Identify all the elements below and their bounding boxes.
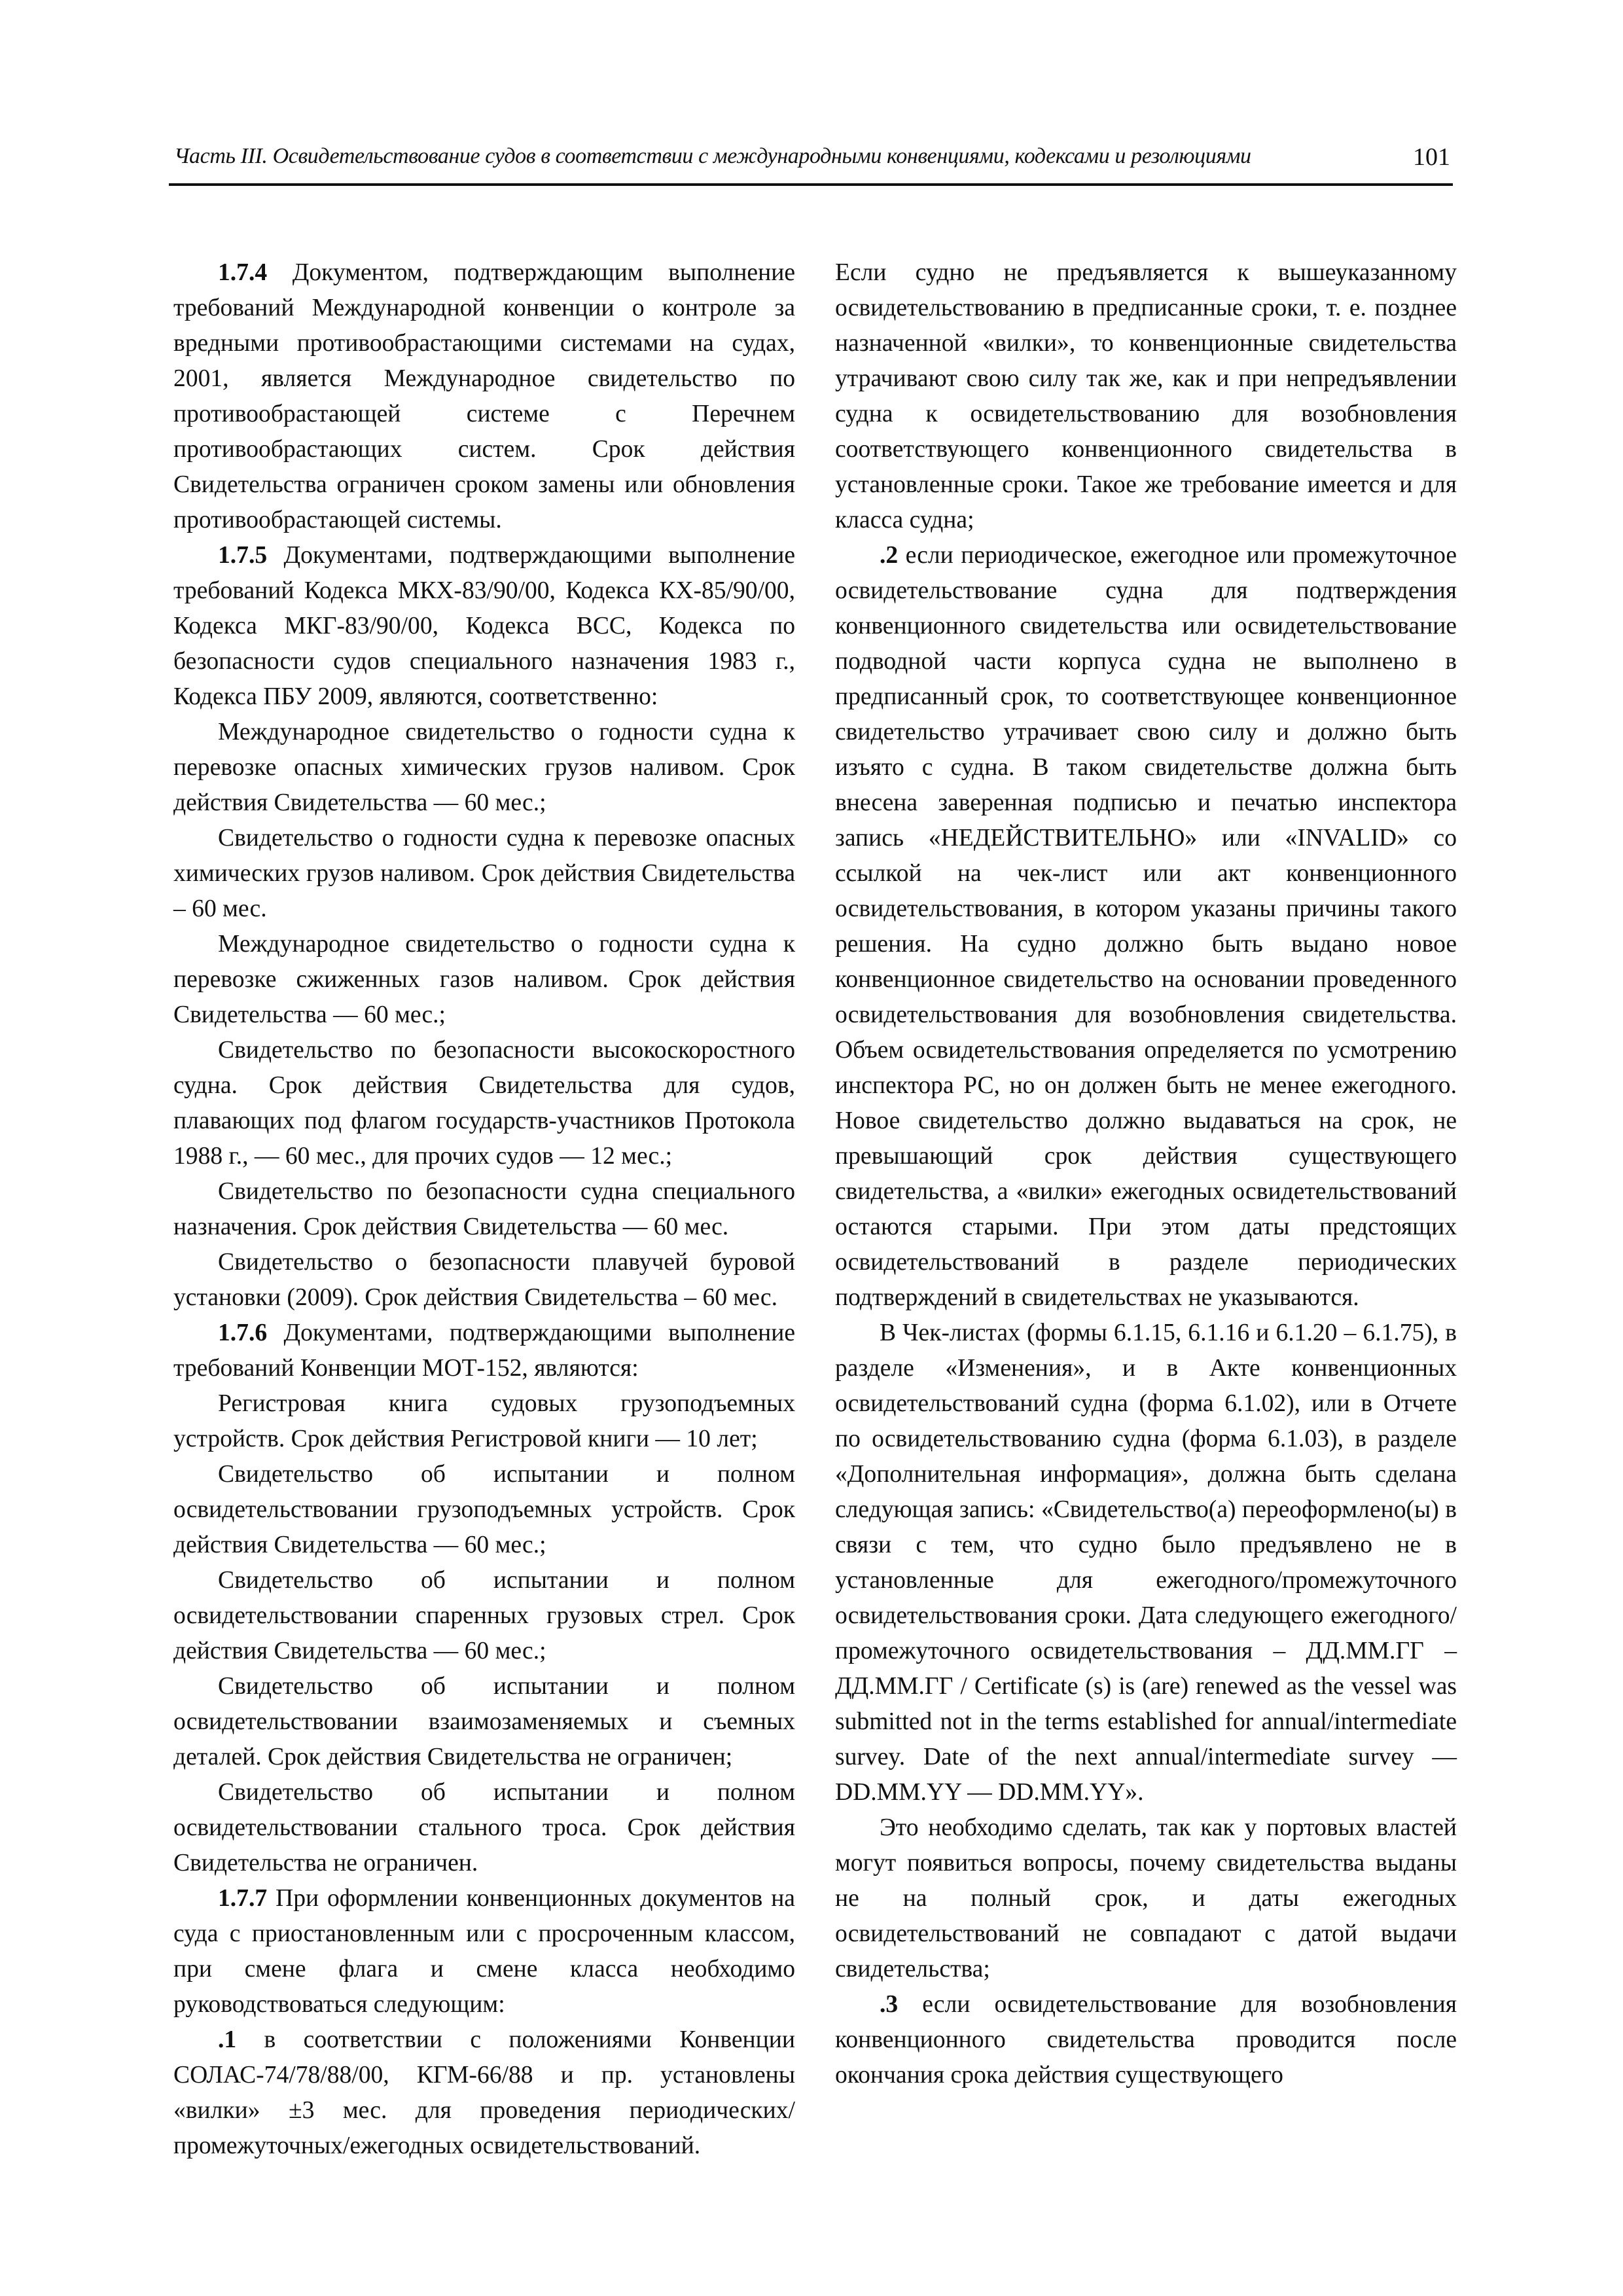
paragraph: [173, 715, 795, 821]
paragraph: [173, 1669, 795, 1775]
paragraph: [173, 821, 795, 927]
paragraph-text: если периодическое, ежегодное или промежуточное освидетельствование судна для подтверждения конвенционного свидетельства или освидетельствование подводной части корпуса судна не выполнено в предписанный срок, то соответствующее конвенционное свидетельство утрачивает свою силу и должно быть изъято с судна. В таком свидетельстве должна быть внесена заверенная подписью и печатью инспектора запись «НЕДЕЙСТВИТЕЛЬНО» или «INVALID» со ссылкой на чек-лист или акт конвенционного освидетельствования, в котором указаны причины такого решения. На судно должно быть выдано новое конвенционное свидетельство на основании проведенного освидетельствования для возобновления свидетельства. Объем освидетельствования определяется по усмотрению инспектора РС, но он должен быть не менее ежегодного. Новое свидетельство должно выдаваться на срок, не превышающий срок действия существующего свидетельства, а «вилки» ежегодных освидетельствований остаются старыми. При этом даты предстоящих освидетельствований в разделе периодических подтверждений в свидетельствах не указываются.: [835, 542, 1457, 1311]
paragraph-text: Свидетельство по безопасности судна специального назначения. Срок действия Свидетельства — 60 мес.: [173, 1178, 795, 1240]
left-column: [173, 255, 795, 2164]
paragraph: [173, 1775, 795, 1881]
paragraph-text: При оформлении конвенционных документов на суда с приостановленным или с просроченным классом, при смене флага и смене класса необходимо руководствоваться следующим:: [173, 1885, 795, 2018]
paragraph-text: Свидетельство о годности судна к перевозке опасных химических грузов наливом. Срок действия Свидетельства – 60 мес.: [173, 825, 795, 922]
paragraph-text: Свидетельство об испытании и полном освидетельствовании грузоподъемных устройств. Срок действия Свидетельства — 60 мес.;: [173, 1461, 795, 1558]
header-title: Часть III. Освидетельствование судов в соответствии с международными конвенциями, кодексами и резолюциями: [174, 144, 1251, 168]
paragraph: [173, 1457, 795, 1563]
section-number: .2: [880, 542, 899, 569]
paragraph: [173, 255, 795, 538]
paragraph-text: Если судно не предъявляется к вышеуказанному освидетельствованию в предписанные сроки, т. е. позднее назначенной «вилки», то конвенционные свидетельства утрачивают свою силу так же, как и при непредъявлении судна к освидетельствованию для возобновления соответствующего конвенционного свидетельства в установленные сроки. Такое же требование имеется и для класса судна;: [835, 259, 1457, 533]
paragraph-text: Международное свидетельство о годности судна к перевозке опасных химических грузов наливом. Срок действия Свидетельства — 60 мес.;: [173, 719, 795, 816]
paragraph: [173, 2022, 795, 2164]
paragraph: [173, 1033, 795, 1174]
paragraph: [173, 1881, 795, 2022]
paragraph-text: Документом, подтверждающим выполнение требований Международной конвенции о контроле за вредными противообрастающими системами на судах, 2001, является Международное свидетельство по противообрастающей системе с Перечнем противообрастающих систем. Срок действия Свидетельства ограничен сроком замены или обновления противообрастающей системы.: [173, 259, 795, 533]
paragraph-text: Международное свидетельство о годности судна к перевозке сжиженных газов наливом. Срок действия Свидетельства — 60 мес.;: [173, 931, 795, 1028]
paragraph-text: Это необходимо сделать, так как у портовых властей могут появиться вопросы, почему свидетельства выданы не на полный срок, и даты ежегодных освидетельствований не совпадают с датой выдачи свидетельства;: [835, 1814, 1457, 1982]
section-number: 1.7.5: [218, 542, 268, 569]
paragraph: [173, 538, 795, 715]
paragraph-text: в соответствии с положениями Конвенции СОЛАС-74/78/88/00, КГМ-66/88 и пр. установлены «вилки» ±3 мес. для проведения периодических/промежуточных/ежегодных освидетельствований.: [173, 2026, 795, 2159]
running-header: [169, 140, 1453, 186]
section-number: .3: [880, 1991, 899, 2018]
paragraph-text: если освидетельствование для возобновления конвенционного свидетельства проводится после окончания срока действия существующего: [835, 1991, 1457, 2089]
section-number: 1.7.7: [218, 1885, 268, 1912]
paragraph-text: Свидетельство об испытании и полном освидетельствовании взаимозаменяемых и съемных деталей. Срок действия Свидетельства не ограничен;: [173, 1673, 795, 1770]
paragraph: [835, 255, 1457, 538]
paragraph-text: Свидетельство об испытании и полном освидетельствовании спаренных грузовых стрел. Срок действия Свидетельства — 60 мес.;: [173, 1567, 795, 1664]
paragraph-text: Документами, подтверждающими выполнение требований Кодекса МКХ-83/90/00, Кодекса КХ-85/90/00, Кодекса МКГ-83/90/00, Кодекса ВСС, Кодекса по безопасности судов специального назначения 1983 г., Кодекса ПБУ 2009, являются, соответственно:: [173, 542, 795, 710]
paragraph: [173, 1386, 795, 1457]
right-column: [835, 255, 1457, 2093]
paragraph: [173, 1563, 795, 1669]
paragraph: [835, 1810, 1457, 1987]
paragraph: [835, 1987, 1457, 2093]
paragraph: [173, 1174, 795, 1245]
paragraph: [173, 1245, 795, 1316]
paragraph: [173, 1316, 795, 1386]
paragraph-text: Документами, подтверждающими выполнение требований Конвенции МОТ-152, являются:: [173, 1319, 795, 1382]
section-number: 1.7.4: [218, 259, 268, 286]
section-number: .1: [218, 2026, 237, 2053]
paragraph-text: Свидетельство по безопасности высокоскоростного судна. Срок действия Свидетельства для судов, плавающих под флагом государств-участников Протокола 1988 г., — 60 мес., для прочих судов — 12 мес.;: [173, 1037, 795, 1170]
paragraph-text: Свидетельство об испытании и полном освидетельствовании стального троса. Срок действия Свидетельства не ограничен.: [173, 1779, 795, 1876]
paragraph: [835, 538, 1457, 1316]
section-number: 1.7.6: [218, 1319, 268, 1346]
page-number: 101: [1413, 143, 1450, 171]
paragraph: [173, 927, 795, 1033]
paragraph: [835, 1316, 1457, 1810]
paragraph-text: Регистровая книга судовых грузоподъемных устройств. Срок действия Регистровой книги — 10 лет;: [173, 1390, 795, 1452]
paragraph-text: Свидетельство о безопасности плавучей буровой установки (2009). Срок действия Свидетельства – 60 мес.: [173, 1249, 795, 1311]
paragraph-text: В Чек-листах (формы 6.1.15, 6.1.16 и 6.1.20 – 6.1.75), в разделе «Изменения», и в Акте конвенционных освидетельствований судна (форма 6.1.02), или в Отчете по освидетельствованию судна (форма 6.1.03), в разделе «Дополнительная информация», должна быть сделана следующая запись: «Свидетельство(а) переоформлено(ы) в связи с тем, что судно было предъявлено не в установленные для ежегодного/промежуточного освидетельствования сроки. Дата следующего ежегодного/промежуточного освидетельствования – ДД.ММ.ГГ – ДД.ММ.ГГ / Certificate (s) is (are) renewed as the vessel was submitted not in the terms established for annual/intermediate survey. Date of the next annual/intermediate survey — DD.MM.YY — DD.MM.YY».: [835, 1319, 1457, 1806]
